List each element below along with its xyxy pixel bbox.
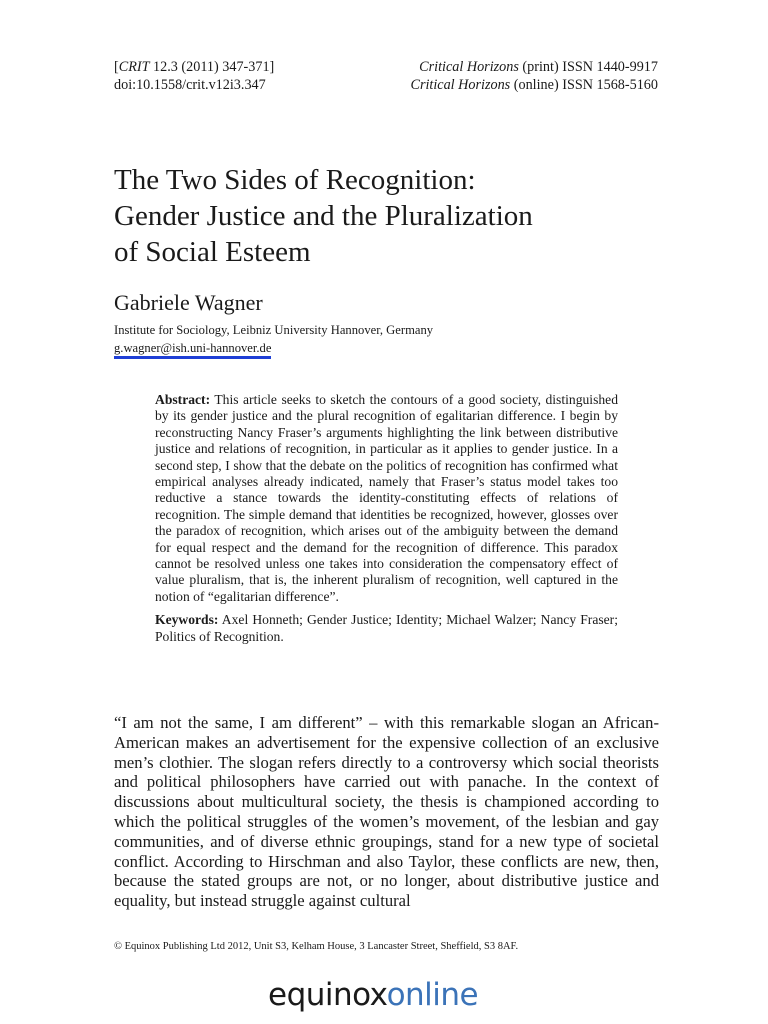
equinox-online-logo — [268, 975, 478, 1015]
copyright-footer: © Equinox Publishing Ltd 2012, Unit S3, Kelham House, 3 Lancaster Street, Sheffield, S3 8AF. — [114, 941, 519, 952]
author-affiliation-block — [114, 321, 433, 359]
abstract-section — [155, 392, 618, 645]
body-paragraph: “I am not the same, I am different” – with this remarkable slogan an African-American makes an advertisement for the expensive collection of an exclusive men’s clothier. The slogan refers directly to a controversy which social theorists and political philosophers have carried out with panache. In the context of discussions about multicultural society, the thesis is championed according to which the political struggles of the women’s movement, of the lesbian and gay communities, and of diverse ethnic groupings, stand for a new type of societal conflict. According to Hirschman and also Taylor, these conflicts are new, then, because the stated groups are not, or no longer, about distributive justice and equality, but instead struggle against cultural — [114, 713, 659, 911]
keywords-text: Axel Honneth; Gender Justice; Identity; Michael Walzer; Nancy Fraser; Politics of Recognition. — [155, 612, 618, 644]
print-issn: Critical Horizons (print) ISSN 1440-9917 — [419, 59, 658, 75]
online-issn: Critical Horizons (online) ISSN 1568-5160 — [410, 77, 658, 93]
citation-info: [CRIT 12.3 (2011) 347-371] — [114, 59, 275, 75]
title-line-1: The Two Sides of Recognition: — [114, 164, 476, 196]
title-line-2: Gender Justice and the Pluralization — [114, 200, 533, 232]
abstract-label: Abstract: — [155, 392, 211, 407]
keywords-paragraph — [155, 612, 618, 645]
article-title — [114, 162, 674, 270]
doi: doi:10.1558/crit.v12i3.347 — [114, 77, 266, 93]
author-email-link[interactable]: g.wagner@ish.uni-hannover.de — [114, 340, 271, 359]
affiliation: Institute for Sociology, Leibniz University Hannover, Germany — [114, 323, 434, 337]
logo-part-equinox: equinox — [268, 977, 387, 1013]
author-name: Gabriele Wagner — [114, 290, 263, 315]
title-line-3: of Social Esteem — [114, 236, 311, 268]
logo-part-online: online — [386, 977, 479, 1013]
keywords-label: Keywords: — [155, 612, 219, 628]
abstract-text: This article seeks to sketch the contours of a good society, distinguished by its gender justice and the plural recognition of egalitarian difference. I begin by reconstructing Nancy Fraser’s arguments highlighting the link between distributive justice and relations of recognition, in particular as it applies to gender justice. In a second step, I show that the debate on the politics of recognition has confirmed what empirical analyses already indicated, namely that Fraser’s status model takes too reductive a stance towards the identity-constituting effects of relations of recognition. The simple demand that identities be recognized, however, glosses over the paradox of recognition, which arises out of the ambiguity between the demand for equal respect and the demand for the recognition of difference. This paradox cannot be resolved unless one takes into consideration the compensatory effect of value pluralism, that is, the inherent pluralism of recognition, well captured in the notion of “egalitarian difference”. — [155, 392, 618, 604]
journal-header — [114, 58, 658, 94]
abstract-paragraph — [155, 392, 618, 605]
